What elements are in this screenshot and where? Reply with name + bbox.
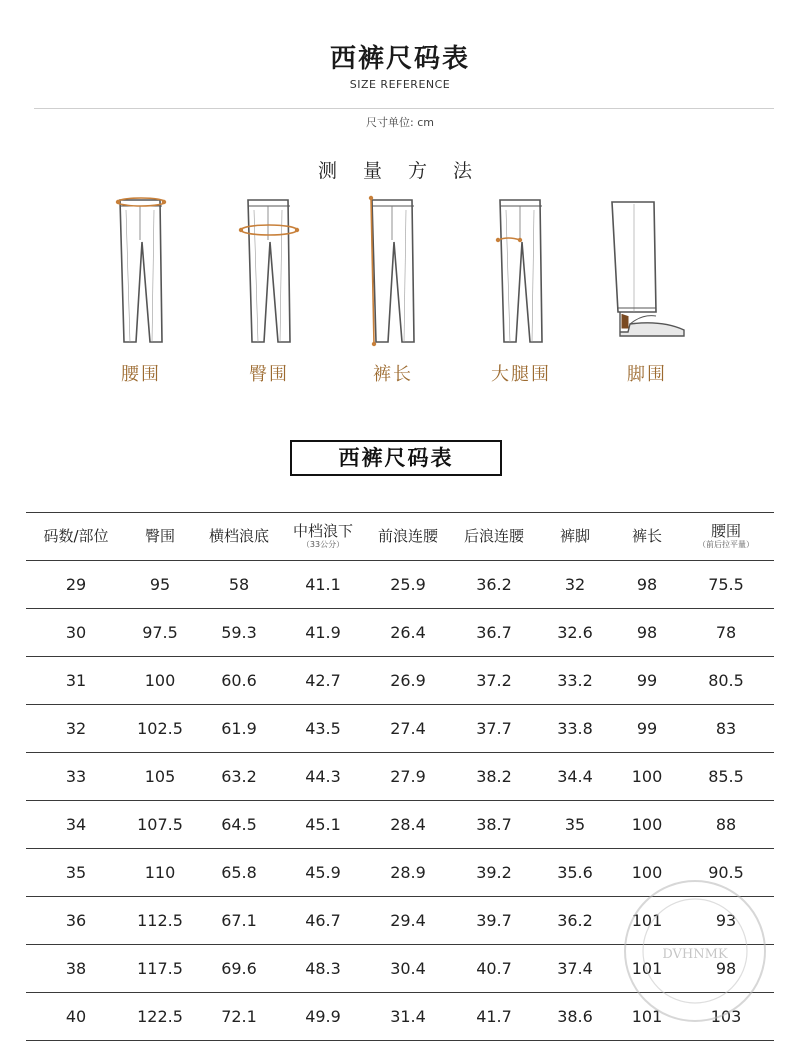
unit-note: 尺寸单位: cm xyxy=(366,116,434,129)
size-cell: 33 xyxy=(65,767,87,786)
table-cell: 43.5 xyxy=(305,719,341,738)
table-cell: 69.6 xyxy=(221,959,257,978)
table-cell: 41.1 xyxy=(305,575,341,594)
size-cell: 30 xyxy=(65,623,87,642)
figure-label-hem: 脚围 xyxy=(627,364,667,385)
table-cell: 101 xyxy=(631,1007,663,1026)
size-cell: 40 xyxy=(65,1007,87,1026)
figure-label-waist: 腰围 xyxy=(121,364,161,385)
table-cell: 63.2 xyxy=(221,767,257,786)
table-cell: 102.5 xyxy=(137,719,183,738)
size-cell: 31 xyxy=(65,671,87,690)
table-cell: 80.5 xyxy=(708,671,744,690)
column-header-note: （33公分） xyxy=(301,540,345,550)
table-cell: 45.1 xyxy=(305,815,341,834)
size-cell: 32 xyxy=(65,719,87,738)
table-cell: 27.4 xyxy=(390,719,426,738)
table-cell: 26.9 xyxy=(390,671,426,690)
table-cell: 41.7 xyxy=(476,1007,512,1026)
table-cell: 58 xyxy=(228,575,250,594)
table-cell: 29.4 xyxy=(390,911,426,930)
table-cell: 67.1 xyxy=(221,911,257,930)
table-cell: 64.5 xyxy=(221,815,257,834)
table-cell: 39.7 xyxy=(476,911,512,930)
table-cell: 65.8 xyxy=(221,863,257,882)
table-row xyxy=(26,657,774,705)
trousers-thigh-icon xyxy=(476,192,566,352)
table-cell: 37.7 xyxy=(476,719,512,738)
column-header: 后浪连腰 xyxy=(463,527,524,546)
table-cell: 90.5 xyxy=(708,863,744,882)
table-cell: 61.9 xyxy=(221,719,257,738)
table-cell: 85.5 xyxy=(708,767,744,786)
size-cell: 35 xyxy=(65,863,87,882)
table-cell: 112.5 xyxy=(137,911,183,930)
table-cell: 88 xyxy=(715,815,737,834)
figure-label-length: 裤长 xyxy=(373,364,413,385)
table-cell: 100 xyxy=(631,815,663,834)
table-row xyxy=(26,561,774,609)
size-cell: 38 xyxy=(65,959,87,978)
trousers-length-icon xyxy=(348,192,438,352)
table-cell: 33.8 xyxy=(557,719,593,738)
table-cell: 38.7 xyxy=(476,815,512,834)
page-subtitle: SIZE REFERENCE xyxy=(349,78,451,91)
table-cell: 99 xyxy=(636,719,658,738)
trousers-waist-icon xyxy=(96,192,186,352)
method-title: 测 量 方 法 xyxy=(317,160,483,182)
table-header-row xyxy=(26,512,774,561)
table-cell: 26.4 xyxy=(390,623,426,642)
table-cell: 31.4 xyxy=(390,1007,426,1026)
table-cell: 49.9 xyxy=(305,1007,341,1026)
table-cell: 35 xyxy=(564,815,586,834)
table-cell: 36.2 xyxy=(557,911,593,930)
column-header: 臀围 xyxy=(144,527,175,546)
brand-seal-watermark xyxy=(622,878,768,1024)
table-row xyxy=(26,705,774,753)
table-cell: 32.6 xyxy=(557,623,593,642)
table-cell: 38.6 xyxy=(557,1007,593,1026)
size-cell: 34 xyxy=(65,815,87,834)
figure-label-thigh: 大腿围 xyxy=(491,364,551,385)
table-cell: 34.4 xyxy=(557,767,593,786)
column-header: 裤脚 xyxy=(559,527,590,546)
table-cell: 45.9 xyxy=(305,863,341,882)
table-cell: 36.2 xyxy=(476,575,512,594)
table-cell: 98 xyxy=(715,959,737,978)
table-cell: 36.7 xyxy=(476,623,512,642)
table-cell: 42.7 xyxy=(305,671,341,690)
table-cell: 46.7 xyxy=(305,911,341,930)
table-cell: 122.5 xyxy=(137,1007,183,1026)
table-cell: 59.3 xyxy=(221,623,257,642)
table-cell: 37.2 xyxy=(476,671,512,690)
table-cell: 32 xyxy=(564,575,586,594)
table-cell: 78 xyxy=(715,623,737,642)
table-cell: 27.9 xyxy=(390,767,426,786)
table-cell: 101 xyxy=(631,959,663,978)
page-title: 西裤尺码表 xyxy=(329,44,470,74)
column-header: 腰围 （前后拉平量） xyxy=(678,523,774,550)
table-cell: 97.5 xyxy=(142,623,178,642)
table-row xyxy=(26,609,774,657)
table-cell: 117.5 xyxy=(137,959,183,978)
table-cell: 100 xyxy=(631,767,663,786)
table-cell: 101 xyxy=(631,911,663,930)
table-cell: 28.9 xyxy=(390,863,426,882)
table-cell: 100 xyxy=(144,671,176,690)
table-row xyxy=(26,753,774,801)
figure-label-hip: 臀围 xyxy=(249,364,289,385)
trousers-hip-icon xyxy=(224,192,314,352)
size-cell: 36 xyxy=(65,911,87,930)
trousers-hem-shoe-icon xyxy=(602,192,692,352)
table-cell: 28.4 xyxy=(390,815,426,834)
table-title: 西裤尺码表 xyxy=(290,440,502,476)
column-header: 横档浪底 xyxy=(208,527,269,546)
table-cell: 98 xyxy=(636,623,658,642)
column-header-note: （前后拉平量） xyxy=(698,540,754,550)
table-cell: 38.2 xyxy=(476,767,512,786)
table-cell: 39.2 xyxy=(476,863,512,882)
table-cell: 30.4 xyxy=(390,959,426,978)
table-cell: 72.1 xyxy=(221,1007,257,1026)
table-cell: 40.7 xyxy=(476,959,512,978)
table-cell: 99 xyxy=(636,671,658,690)
table-cell: 60.6 xyxy=(221,671,257,690)
table-cell: 25.9 xyxy=(390,575,426,594)
table-cell: 48.3 xyxy=(305,959,341,978)
table-row xyxy=(26,801,774,849)
watermark-text: DVHNMK xyxy=(662,947,728,962)
table-cell: 37.4 xyxy=(557,959,593,978)
top-divider xyxy=(34,108,774,109)
table-cell: 35.6 xyxy=(557,863,593,882)
column-header: 中档浪下 （33公分） xyxy=(284,523,362,550)
table-cell: 41.9 xyxy=(305,623,341,642)
table-cell: 105 xyxy=(144,767,176,786)
column-header: 裤长 xyxy=(631,527,662,546)
table-cell: 103 xyxy=(710,1007,742,1026)
table-cell: 107.5 xyxy=(137,815,183,834)
table-cell: 44.3 xyxy=(305,767,341,786)
column-header: 前浪连腰 xyxy=(377,527,438,546)
table-cell: 83 xyxy=(715,719,737,738)
table-cell: 75.5 xyxy=(708,575,744,594)
table-cell: 33.2 xyxy=(557,671,593,690)
column-header: 码数/部位 xyxy=(43,527,109,546)
table-cell: 93 xyxy=(715,911,737,930)
table-cell: 110 xyxy=(144,863,176,882)
size-cell: 29 xyxy=(65,575,87,594)
table-cell: 100 xyxy=(631,863,663,882)
table-cell: 95 xyxy=(149,575,171,594)
table-cell: 98 xyxy=(636,575,658,594)
